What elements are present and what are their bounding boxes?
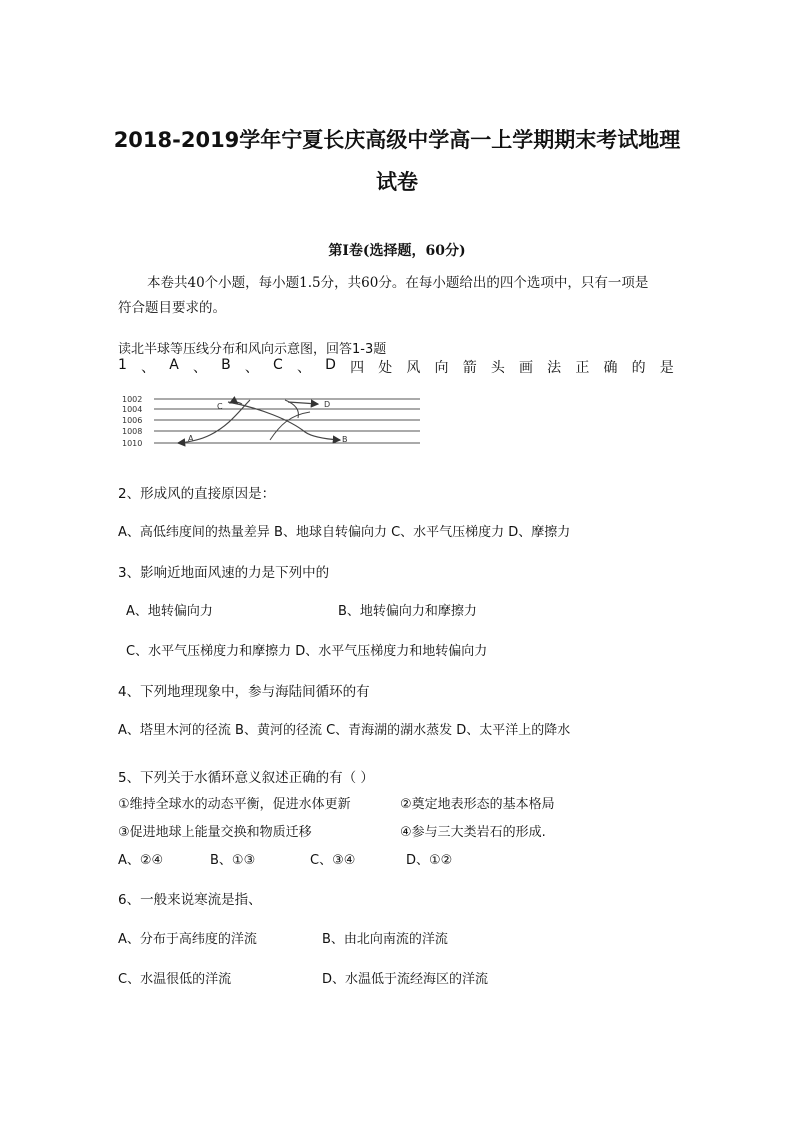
q1-char: 是	[659, 360, 674, 376]
question-5-option-b: B、①③	[210, 853, 256, 868]
question-5-statement-4: ④参与三大类岩石的形成.	[400, 825, 546, 840]
question-6-option-d: D、水温低于流经海区的洋流	[322, 972, 489, 987]
question-3-option-b: B、地转偏向力和摩擦力	[338, 604, 477, 619]
q1-char: 正	[575, 360, 590, 376]
read-prompt: 读北半球等压线分布和风向示意图，回答1-3题	[118, 342, 387, 357]
question-6-option-c: C、水温很低的洋流	[118, 972, 232, 987]
isobar-label-1006: 1006	[122, 416, 143, 425]
isobar-label-1002: 1002	[122, 395, 143, 404]
question-5-option-a: A、②④	[118, 853, 164, 868]
question-4-stem: 4、下列地理现象中，参与海陆间循环的有	[118, 684, 370, 700]
question-3-option-a: A、地转偏向力	[126, 604, 213, 619]
question-4-options: A、塔里木河的径流 B、黄河的径流 C、青海湖的湖水蒸发 D、太平洋上的降水	[118, 723, 571, 738]
q1-char: 、	[296, 360, 311, 376]
title-line-2: 试卷	[376, 170, 418, 194]
question-6-option-b: B、由北向南流的洋流	[322, 932, 448, 947]
question-3-stem: 3、影响近地面风速的力是下列中的	[118, 565, 330, 581]
q1-char: 、	[192, 360, 207, 376]
question-5-statement-3: ③促进地球上能量交换和物质迁移	[118, 825, 312, 840]
q1-char: 1	[118, 357, 127, 373]
point-label-c: C	[217, 402, 223, 411]
q1-char: 、	[141, 360, 156, 376]
title-line-1: 2018-2019学年宁夏长庆高级中学高一上学期期末考试地理	[113, 128, 681, 152]
question-6-option-a: A、分布于高纬度的洋流	[118, 932, 257, 947]
question-1	[118, 357, 674, 377]
question-6-stem: 6、一般来说寒流是指、	[118, 892, 262, 908]
q1-char: 头	[490, 360, 505, 376]
question-5-statement-1: ①维持全球水的动态平衡，促进水体更新	[118, 797, 351, 812]
section-intro-line-1: 本卷共40个小题，每小题1.5分，共60分。在每小题给出的四个选项中，只有一项是	[147, 275, 649, 291]
q1-char: A	[169, 357, 179, 373]
q1-char: C	[273, 357, 283, 373]
question-5-statement-2: ②奠定地表形态的基本格局	[400, 797, 555, 812]
q1-char: 、	[244, 360, 259, 376]
question-2-options: A、高低纬度间的热量差异 B、地球自转偏向力 C、水平气压梯度力 D、摩擦力	[118, 525, 571, 540]
question-2-stem: 2、形成风的直接原因是：	[118, 486, 276, 502]
question-5-option-d: D、①②	[406, 853, 453, 868]
q1-char: 风	[406, 360, 421, 376]
question-5-stem: 5、下列关于水循环意义叙述正确的有（ ）	[118, 770, 374, 786]
q1-char: D	[325, 357, 336, 373]
q1-char: 法	[547, 360, 562, 376]
section-intro-line-2: 符合题目要求的。	[118, 300, 226, 316]
q1-char: 画	[519, 360, 534, 376]
point-label-a: A	[188, 434, 194, 443]
q1-char: 箭	[462, 360, 477, 376]
q1-char: 处	[378, 360, 393, 376]
section-heading: 第Ⅰ卷(选择题，60分)	[328, 243, 466, 259]
q1-char: 四	[350, 360, 365, 376]
q1-char: B	[221, 357, 231, 373]
question-5-option-c: C、③④	[310, 853, 356, 868]
point-label-d: D	[324, 400, 331, 409]
q1-char: 的	[631, 360, 646, 376]
q1-char: 向	[434, 360, 449, 376]
q1-char: 确	[603, 360, 618, 376]
question-3-options-cd: C、水平气压梯度力和摩擦力 D、水平气压梯度力和地转偏向力	[126, 644, 488, 659]
isobar-wind-figure	[120, 390, 430, 452]
point-label-b: B	[342, 435, 348, 444]
isobar-label-1010: 1010	[122, 439, 143, 448]
isobar-label-1008: 1008	[122, 427, 143, 436]
isobar-label-1004: 1004	[122, 405, 143, 414]
